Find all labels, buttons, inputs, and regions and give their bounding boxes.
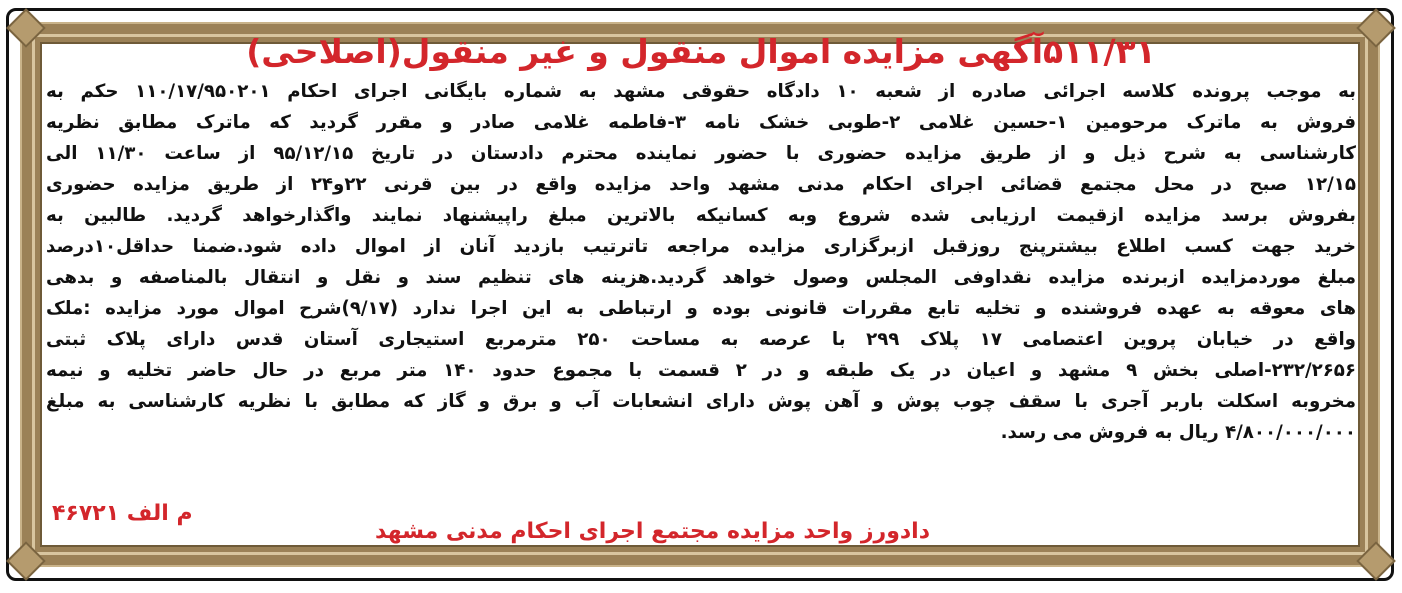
body-line: کارشناسی به شرح ذیل و از طریق مزایده حضوری با حضور نماینده محترم دادستان در تاریخ ۹۵/۱۲/۱۵ از ساعت ۱۱/۳۰ الی	[46, 143, 1356, 164]
body-line: فروش به ماترک مرحومین ۱-حسین غلامی ۲-طوبی خشک نامه ۳-فاطمه غلامی صادر و مقرر گردید که ماترک مطابق نظریه	[46, 112, 1356, 133]
body-line: های معوقه به عهده فروشنده و تخلیه تابع مقررات قانونی بوده و ارتباطی به این اجرا ندارد (۹/۱۷)شرح اموال مورد مزایده :ملک	[46, 298, 1356, 319]
body-line: مبلغ موردمزایده ازبرنده مزایده نقداوفی المجلس وصول خواهد گردید.هزینه های تنظیم سند و نقل و انتقال بالمناصفه و بدهی	[46, 267, 1356, 288]
notice-body	[46, 76, 1356, 448]
body-line: بفروش برسد مزایده ازقیمت ارزیابی شده شروع وبه کسانیکه بالاترین مبلغ راپیشنهاد نمایند واگذارخواهد گردید. طالبین به	[46, 205, 1356, 226]
body-line: ۴/۸۰۰/۰۰۰/۰۰۰ ریال به فروش می رسد.	[1000, 422, 1356, 443]
body-line: ۱۲/۱۵ صبح در محل مجتمع قضائی اجرای احکام مدنی مشهد واحد مزایده واقع در بین قرنی ۲۲و۲۴ از طریق مزایده حضوری	[46, 174, 1356, 195]
notice-footer	[42, 516, 1360, 546]
body-line: به موجب پرونده کلاسه اجرائی صادره از شعبه ۱۰ دادگاه حقوقی مشهد به شماره بایگانی اجرای احکام ۱۱۰/۱۷/۹۵۰۲۰۱ حکم به	[46, 81, 1356, 102]
ad-code: م الف ۴۶۷۲۱	[52, 501, 193, 526]
notice-title: ۵۱۱/۳۱آگهی مزایده اموال منقول و غیر منقول(اصلاحی)	[246, 32, 1156, 71]
notice-content	[42, 32, 1360, 552]
body-line: خرید جهت کسب اطلاع بیشترپنج روزقبل ازبرگزاری مزایده مراجعه تاترتیب بازدید آنان از اموال داده شود.ضمنا حداقل۱۰درصد	[46, 236, 1356, 257]
body-line: واقع در خیابان پروین اعتصامی ۱۷ پلاک ۲۹۹ با عرصه به مساحت ۲۵۰ مترمربع استیجاری آستان قدس دارای پلاک ثبتی	[46, 329, 1356, 350]
body-line: مخروبه اسکلت باربر آجری با سقف چوب پوش و آهن پوش دارای انشعابات آب و برق و گاز که مطابق با نظریه کارشناسی به مبلغ	[46, 391, 1356, 412]
signature: دادورز واحد مزایده مجتمع اجرای احکام مدنی مشهد	[374, 519, 930, 544]
body-line: ۲۳۲/۲۶۵۶-اصلی بخش ۹ مشهد و اعیان در یک طبقه و در ۲ قسمت با مجموع حدود ۱۴۰ متر مربع در حال حاضر تخلیه و نیمه	[46, 360, 1356, 381]
